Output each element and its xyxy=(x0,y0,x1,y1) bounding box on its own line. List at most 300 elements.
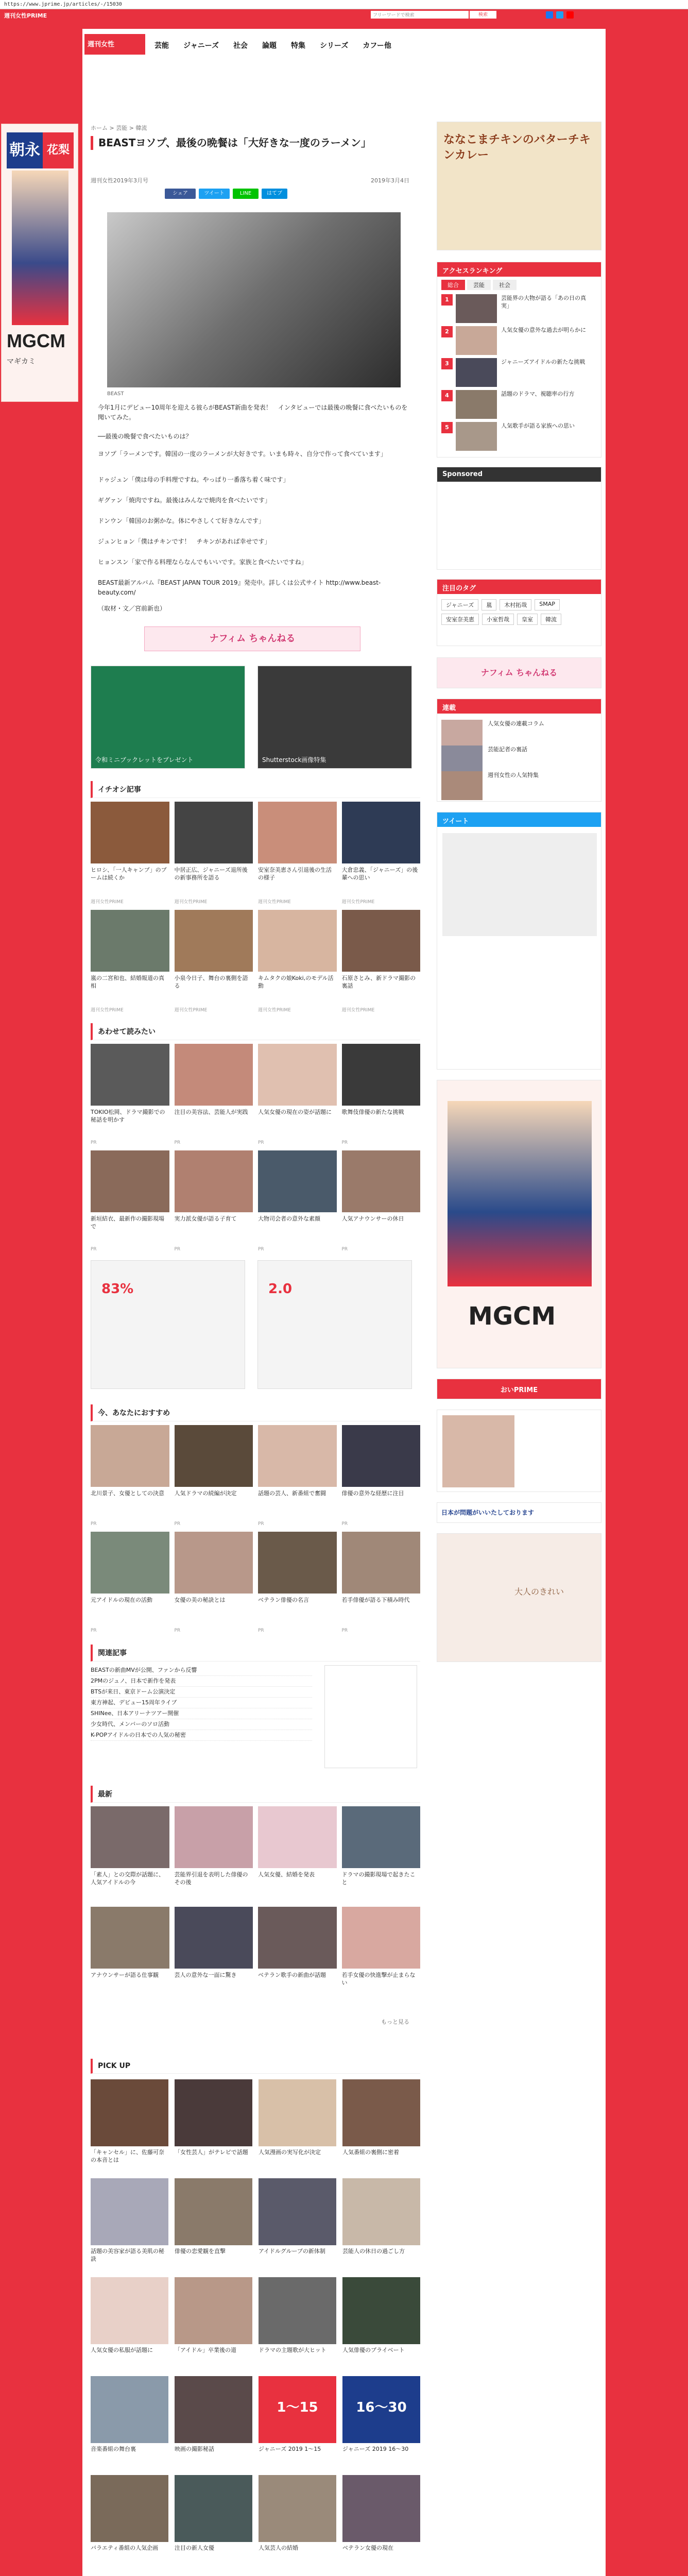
also-card[interactable] xyxy=(175,1044,253,1145)
serial-item[interactable] xyxy=(441,771,596,802)
thumbnail xyxy=(258,802,337,863)
thumbnail xyxy=(91,2079,168,2146)
card-text: 元アイドルの現在の活動 xyxy=(91,1597,153,1603)
ranking-tab[interactable]: 芸能 xyxy=(467,280,491,290)
article-paragraph: ──最後の晩餐で食べたいものは？ xyxy=(98,433,192,440)
article-source: 週刊女性2019年3月号 xyxy=(91,177,148,184)
hero-caption: BEAST xyxy=(107,391,124,397)
card-source: PR xyxy=(91,1247,97,1252)
pickup-card[interactable] xyxy=(342,2079,420,2172)
recommend-card[interactable] xyxy=(342,802,421,905)
pickup-card[interactable] xyxy=(175,2475,252,2568)
thumbnail xyxy=(342,2079,420,2146)
card-text: 大物司会者の意外な素顔 xyxy=(258,1215,320,1222)
recommend-card[interactable] xyxy=(342,910,421,1013)
article-paragraph: ヒョンスン「家で作る料理ならなんでもいいです。家族と食べたいですね」 xyxy=(98,558,307,566)
also-card[interactable] xyxy=(91,1044,169,1145)
card-text: 話題の芸人、新番組で奮闘 xyxy=(258,1490,326,1497)
thumbnail xyxy=(258,1806,337,1868)
card-text: 人気アナウンサーの休日 xyxy=(341,1215,404,1222)
related-item[interactable]: 2PMのジュノ、日本で新作を発表 xyxy=(91,1676,312,1687)
card-source: PR xyxy=(258,1140,264,1145)
card-text: 人気女優の現在の姿が話題に xyxy=(258,1109,332,1115)
card-text: 映画の撮影秘話 xyxy=(175,2446,214,2452)
recommend-card[interactable] xyxy=(175,910,253,1013)
banner-mgcm-text: MGCM xyxy=(7,330,65,351)
card-text: 女優の美の秘訣とは xyxy=(174,1597,226,1603)
tweet-heading: ツイート xyxy=(437,812,601,827)
search-button[interactable]: 検索 xyxy=(470,11,496,19)
thumbnail xyxy=(175,1150,253,1212)
card-text: 人気女優の私服が話題に xyxy=(91,2347,153,2353)
nafim-ad-banner[interactable]: ナフィム ちゃんねる xyxy=(144,626,360,651)
ranking-item[interactable] xyxy=(441,326,596,357)
card-text: 人気女優、結婚を発表 xyxy=(258,1871,315,1878)
thumbnail xyxy=(258,1044,337,1106)
ad-card-right-text: Shutterstock画像特集 xyxy=(262,756,326,764)
card-source: PR xyxy=(258,1628,264,1633)
nav-item-series[interactable]: シリーズ xyxy=(320,42,349,50)
mgcm-text: MGCM xyxy=(468,1302,556,1331)
thumbnail xyxy=(175,910,253,972)
nav-item-tokushu[interactable]: 特集 xyxy=(291,42,306,50)
article-paragraph: 今年1月にデビュー10周年を迎える彼らがBEAST新曲を発表！ インタビューでは最後の晩餐に食べたいものを聞いてみた。 xyxy=(98,404,408,421)
card-text: 「アイドル」卒業後の道 xyxy=(175,2347,237,2353)
recommend-card[interactable] xyxy=(258,802,337,905)
card-source: PR xyxy=(91,1628,97,1633)
japan-box-text: 日本が問題がいいたしております xyxy=(441,1509,535,1516)
sidebar-nafim-text: ナフィム ちゃんねる xyxy=(480,668,558,677)
card-text: ドラマの撮影現場で起きたこと xyxy=(341,1871,416,1886)
sponsored-heading: Sponsored xyxy=(437,467,601,482)
ranking-item[interactable] xyxy=(441,294,596,325)
article-paragraph: ドゥジュン「僕は母の手料理ですね。やっぱり一番落ち着く味です」 xyxy=(98,476,289,483)
thumbnail xyxy=(175,1907,253,1969)
related-item[interactable]: BTSが来日、東京ドーム公演決定 xyxy=(91,1687,312,1698)
tweet-image xyxy=(442,833,597,936)
you-may-card[interactable] xyxy=(91,1425,169,1527)
tag-list xyxy=(441,599,596,625)
rank-text: 話題のドラマ、視聴率の行方 xyxy=(501,391,575,397)
card-source: 週刊女性PRIME xyxy=(258,1008,291,1013)
thumbnail xyxy=(342,2475,420,2542)
card-source: PR xyxy=(258,1247,264,1252)
article-paragraph: ヨソプ「ラーメンです。韓国の一度のラーメンが大好きです。いまも時々、自分で作って食べています」 xyxy=(98,450,387,457)
card-text: 小泉今日子、舞台の裏側を語る xyxy=(174,975,248,989)
card-source: PR xyxy=(258,1521,264,1527)
pickup-card[interactable] xyxy=(259,2079,336,2172)
top-bar xyxy=(0,9,688,21)
card-text: ジャニーズ 2019 16〜30 xyxy=(342,2446,409,2452)
latest-card[interactable] xyxy=(175,1907,253,2002)
card-text: 注目の新人女優 xyxy=(175,2545,214,2551)
you-may-card[interactable] xyxy=(175,1425,253,1527)
rank-text: 人気女優の意外な過去が明らかに xyxy=(501,327,586,333)
thumbnail xyxy=(442,1415,514,1487)
card-source: PR xyxy=(174,1521,181,1527)
sidebar-top-ad[interactable] xyxy=(437,122,601,250)
epson-ad-left[interactable]: 83% xyxy=(91,1260,245,1389)
thumbnail xyxy=(91,1907,169,1969)
card-source: 週刊女性PRIME xyxy=(174,1008,208,1013)
serial-text: 芸能記者の裏話 xyxy=(488,746,527,753)
card-text: 人気ドラマの続編が決定 xyxy=(174,1490,237,1497)
pickup-card[interactable] xyxy=(175,2277,252,2370)
card-text: 人気芸人の結婚 xyxy=(259,2545,298,2551)
top-brand[interactable]: 週刊女性PRIME xyxy=(4,12,47,19)
tag-chip[interactable]: SMAP xyxy=(535,599,560,611)
banner-caption: マギカミ xyxy=(7,358,36,366)
epson-ad-right[interactable]: 2.0 xyxy=(257,1260,412,1389)
rank-number: 2 xyxy=(441,326,453,337)
ad-card-left[interactable] xyxy=(91,666,245,769)
card-text: TOKIO松岡、ドラマ撮影での秘話を明かす xyxy=(91,1109,165,1123)
twitter-box[interactable] xyxy=(437,812,601,1070)
thumbnail xyxy=(91,1532,169,1594)
latest-card[interactable] xyxy=(342,1806,421,1902)
pickup-card[interactable] xyxy=(175,2376,252,2469)
site-logo[interactable] xyxy=(84,34,145,55)
global-nav xyxy=(154,40,406,50)
ranking-heading: アクセスランキング xyxy=(437,262,601,277)
card-source: 週刊女性PRIME xyxy=(174,900,208,905)
ranking-tab[interactable]: 総合 xyxy=(441,280,465,290)
you-may-card[interactable] xyxy=(175,1532,253,1633)
pickup-card[interactable] xyxy=(342,2475,420,2568)
card-text: ベテラン女優の現在 xyxy=(342,2545,393,2551)
pickup-card[interactable] xyxy=(342,2277,420,2370)
thumbnail xyxy=(175,2178,252,2245)
thumbnail xyxy=(175,1044,253,1106)
thumbnail xyxy=(91,2475,168,2542)
latest-grid xyxy=(91,1806,420,2002)
nav-item-geino[interactable]: 芸能 xyxy=(154,42,169,50)
thumbnail xyxy=(258,910,337,972)
card-text: 音楽番組の舞台裏 xyxy=(91,2446,136,2452)
thumbnail xyxy=(456,358,497,387)
related-item[interactable]: 少女時代、メンバーのソロ活動 xyxy=(91,1719,312,1730)
thumbnail xyxy=(91,910,169,972)
card-text: 芸人の意外な一面に驚き xyxy=(174,1972,237,1978)
thumbnail xyxy=(175,2079,252,2146)
card-text: 若手俳優が語る下積み時代 xyxy=(341,1597,410,1603)
thumbnail xyxy=(441,720,483,749)
sidebar-beauty-ad[interactable] xyxy=(437,1533,601,1662)
rank-number: 5 xyxy=(441,422,453,433)
ranking-item[interactable] xyxy=(441,422,596,453)
card-text: 実力派女優が語る子育て xyxy=(174,1215,237,1222)
also-card[interactable] xyxy=(258,1150,337,1252)
browser-url[interactable]: https://www.jprime.jp/articles/-/15030 xyxy=(0,0,688,9)
recommend-card[interactable] xyxy=(91,910,169,1013)
also-card[interactable] xyxy=(91,1150,169,1252)
prime-box[interactable] xyxy=(437,1379,601,1399)
recommend-card[interactable] xyxy=(175,802,253,905)
search-input[interactable]: フリーワードで検索 xyxy=(371,11,469,19)
thumbnail xyxy=(91,1150,169,1212)
left-side-banner[interactable] xyxy=(1,124,78,402)
pickup-card[interactable] xyxy=(91,2079,168,2172)
card-source: 週刊女性PRIME xyxy=(341,900,375,905)
card-source: PR xyxy=(174,1247,181,1252)
pickup-card[interactable] xyxy=(91,2475,168,2568)
article-paragraph: ギグァン「焼肉ですね。最後はみんなで焼肉を食べたいです」 xyxy=(98,497,271,504)
article-paragraph: ジュンヒョン「僕はチキンです！ チキンがあれば幸せです」 xyxy=(98,538,271,545)
mgcm-character-image xyxy=(448,1101,592,1286)
japan-box[interactable] xyxy=(437,1502,601,1523)
thumbnail: 16〜30 xyxy=(342,2376,420,2443)
related-item[interactable]: BEASTの新曲MVが公開、ファンから反響 xyxy=(91,1665,312,1676)
thumbnail xyxy=(342,1044,421,1106)
card-text: 俳優の意外な経歴に注目 xyxy=(341,1490,404,1497)
sponsored-box xyxy=(437,467,601,570)
also-read-heading: あわせて読みたい xyxy=(91,1023,420,1040)
card-text: ジャニーズ 2019 1〜15 xyxy=(259,2446,321,2452)
thumbnail xyxy=(342,910,421,972)
card-source: PR xyxy=(341,1628,348,1633)
thumbnail xyxy=(342,2178,420,2245)
also-card[interactable] xyxy=(258,1044,337,1145)
card-source: 週刊女性PRIME xyxy=(91,900,124,905)
pickup-card[interactable] xyxy=(259,2475,336,2568)
card-text: 大倉忠義、「ジャニーズ」の後輩への思い xyxy=(341,867,418,881)
card-source: PR xyxy=(91,1521,97,1527)
you-may-heading: 今、あなたにおすすめ xyxy=(91,1404,420,1421)
youtube-icon[interactable] xyxy=(566,11,574,19)
card-text: 「女性芸人」がテレビで話題 xyxy=(175,2149,248,2156)
prime-box-text: おいPRIME xyxy=(500,1386,538,1394)
pickup-card[interactable] xyxy=(175,2178,252,2271)
ad-card-left-text: 令和ミニブックレットをプレゼント xyxy=(95,756,194,764)
thumbnail xyxy=(342,1425,421,1487)
you-may-card[interactable] xyxy=(258,1425,337,1527)
card-source: 週刊女性PRIME xyxy=(258,900,291,905)
twitter-icon[interactable] xyxy=(556,11,563,19)
recommend-card[interactable] xyxy=(91,802,169,905)
article-hero-image xyxy=(107,212,401,397)
rank-number: 4 xyxy=(441,390,453,401)
card-text: ヒロシ、「一人キャンプ」のブームは続くか xyxy=(91,867,167,881)
latest-more-link[interactable]: もっと見る xyxy=(381,2019,409,2025)
latest-card[interactable] xyxy=(258,1907,337,2002)
share-facebook-button[interactable]: シェア xyxy=(165,189,196,199)
related-item[interactable]: SHINee、日本アリーナツアー開催 xyxy=(91,1708,312,1719)
pickup-card[interactable] xyxy=(91,2178,168,2271)
thumbnail xyxy=(259,2079,336,2146)
card-text: 若手女優の快進撃が止まらない xyxy=(341,1972,416,1986)
thumbnail xyxy=(456,422,497,451)
card-text: ベテラン歌手の新曲が話題 xyxy=(258,1972,326,1978)
you-may-card[interactable] xyxy=(91,1532,169,1633)
tag-chip[interactable]: ジャニーズ xyxy=(441,599,478,611)
thumbnail xyxy=(342,1806,421,1868)
thumbnail xyxy=(175,2475,252,2542)
recommend-grid xyxy=(91,802,420,1013)
nav-item-shakai[interactable]: 社会 xyxy=(233,42,248,50)
card-text: ベテラン俳優の名言 xyxy=(258,1597,309,1603)
thumbnail xyxy=(91,2376,168,2443)
ranking-item[interactable] xyxy=(441,358,596,389)
card-text: アナウンサーが語る仕事観 xyxy=(91,1972,159,1978)
ranking-tab[interactable]: 社会 xyxy=(493,280,517,290)
thumbnail xyxy=(441,745,483,774)
pickup-card[interactable] xyxy=(342,2376,420,2469)
card-text: 「素人」との交際が話題に、人気アイドルの今 xyxy=(91,1871,164,1886)
thumbnail xyxy=(91,802,169,863)
thumbnail xyxy=(258,1150,337,1212)
recommend-heading: イチオシ記事 xyxy=(91,781,420,798)
card-text: バラエティ番組の人気企画 xyxy=(91,2545,159,2551)
sidebar-beauty-ad-text: 大人のきれい xyxy=(514,1587,564,1597)
thumbnail xyxy=(259,2178,336,2245)
ranking-item[interactable] xyxy=(441,390,596,421)
thumbnail xyxy=(175,1425,253,1487)
tags-box xyxy=(437,579,601,646)
also-card[interactable] xyxy=(342,1150,421,1252)
breadcrumb[interactable]: ホーム > 芸能 > 韓流 xyxy=(91,125,147,131)
nav-item-other[interactable]: カフー他 xyxy=(363,42,391,50)
pickup-card[interactable] xyxy=(259,2277,336,2370)
card-text: 歌舞伎俳優の新たな挑戦 xyxy=(341,1109,404,1115)
share-hatena-button[interactable]: はてブ xyxy=(262,189,287,199)
card-text: 話題の美容家が語る美肌の秘訣 xyxy=(91,2248,164,2262)
card-source: 週刊女性PRIME xyxy=(91,1008,124,1013)
you-may-card[interactable] xyxy=(342,1425,421,1527)
you-may-card[interactable] xyxy=(342,1532,421,1633)
thumbnail xyxy=(259,2277,336,2344)
pickup-card[interactable] xyxy=(175,2079,252,2172)
tag-chip[interactable]: 韓流 xyxy=(541,614,561,625)
sidebar-top-ad-text: ななこまチキンのバターチキンカレー xyxy=(443,133,591,162)
thumbnail xyxy=(175,2376,252,2443)
share-line-button[interactable]: LINE xyxy=(233,189,259,199)
banner-character-image xyxy=(12,171,68,325)
card-text: ドラマの主題歌が大ヒット xyxy=(259,2347,326,2353)
nav-item-johnnys[interactable]: ジャニーズ xyxy=(183,42,219,50)
article-date: 2019年3月4日 xyxy=(371,177,409,184)
latest-card[interactable] xyxy=(175,1806,253,1902)
latest-heading: 最新 xyxy=(91,1786,420,1803)
card-text: 石原さとみ、新ドラマ撮影の裏話 xyxy=(341,975,416,989)
ranking-box xyxy=(437,262,601,457)
logo-left: 週刊女性 xyxy=(88,40,115,48)
facebook-icon[interactable] xyxy=(546,11,553,19)
you-may-grid xyxy=(91,1425,420,1633)
card-text: 人気漫画の実写化が決定 xyxy=(259,2149,321,2156)
article-paragraph: BEAST最新アルバム『BEAST JAPAN TOUR 2019』発売中。詳しくは公式サイト http://www.beast-beauty.com/ xyxy=(98,579,381,596)
card-text: アイドルグループの新体制 xyxy=(259,2248,325,2255)
thumbnail xyxy=(91,1044,169,1106)
thumbnail xyxy=(441,771,483,800)
pickup-card[interactable] xyxy=(342,2178,420,2271)
latest-card[interactable] xyxy=(258,1806,337,1902)
rank-number: 3 xyxy=(441,358,453,369)
tag-chip[interactable]: 皇室 xyxy=(517,614,538,625)
sidebar-nafim-banner[interactable] xyxy=(437,657,601,688)
you-may-card[interactable] xyxy=(258,1532,337,1633)
thumbnail xyxy=(258,1425,337,1487)
card-text: 芸能界引退を表明した俳優のその後 xyxy=(174,1871,248,1886)
thumbnail xyxy=(342,1150,421,1212)
card-source: PR xyxy=(341,1247,348,1252)
serial-text: 人気女優の連載コラム xyxy=(488,720,544,727)
card-source: PR xyxy=(341,1140,348,1145)
ranking-tabs xyxy=(441,280,517,290)
card-text: キムタクの娘Koki,のモデル活動 xyxy=(258,975,334,989)
card-text: 新垣結衣、最新作の撮影現場で xyxy=(91,1215,164,1230)
card-source: PR xyxy=(174,1628,181,1633)
tags-heading: 注目のタグ xyxy=(437,580,601,594)
thumbnail xyxy=(342,1907,421,1969)
thumbnail xyxy=(91,1425,169,1487)
ad-card-right[interactable] xyxy=(257,666,412,769)
rank-text: ジャニーズアイドルの新たな挑戦 xyxy=(501,359,586,365)
serial-text: 週刊女性の人気特集 xyxy=(488,772,539,778)
tag-chip[interactable]: 小室哲哉 xyxy=(482,614,514,625)
thumbnail xyxy=(91,2277,168,2344)
sidebar-news-box[interactable] xyxy=(437,1410,601,1492)
card-text: 俳優の恋愛観を直撃 xyxy=(175,2248,226,2255)
article-title: BEASTヨソプ、最後の晩餐は「大好きな一度のラーメン」 xyxy=(91,136,420,150)
also-card[interactable] xyxy=(342,1044,421,1145)
serial-heading: 連載 xyxy=(437,699,601,714)
pickup-card[interactable] xyxy=(91,2277,168,2370)
thumbnail xyxy=(342,2277,420,2344)
thumbnail xyxy=(456,294,497,323)
thumbnail xyxy=(259,2475,336,2542)
card-text: 「キャンセル」に、佐藤可奈の本音とは xyxy=(91,2149,164,2163)
card-text: 安室奈美恵さん引退後の生活の様子 xyxy=(258,867,332,881)
pickup-card[interactable] xyxy=(259,2178,336,2271)
banner-title-a: 朝永 xyxy=(9,141,40,159)
tag-chip[interactable]: 安室奈美恵 xyxy=(441,614,479,625)
banner-title-b: 花梨 xyxy=(43,132,74,168)
mgcm-ad[interactable] xyxy=(437,1080,601,1368)
card-source: PR xyxy=(174,1140,181,1145)
card-text: 注目の美容法、芸能人が実践 xyxy=(174,1109,248,1115)
related-item[interactable]: 東方神起、デビュー15周年ライブ xyxy=(91,1698,312,1708)
also-card[interactable] xyxy=(175,1150,253,1252)
card-text: 芸能人の休日の過ごし方 xyxy=(342,2248,405,2255)
also-read-grid xyxy=(91,1044,420,1252)
latest-card[interactable] xyxy=(91,1806,169,1902)
tag-chip[interactable]: 木村拓哉 xyxy=(500,599,531,611)
serial-box xyxy=(437,699,601,802)
related-heading: 関連記事 xyxy=(91,1645,420,1662)
nav-item-rondai[interactable]: 論題 xyxy=(262,42,277,50)
related-item[interactable]: K-POPアイドルの日本での人気の秘密 xyxy=(91,1730,312,1741)
thumbnail xyxy=(91,1806,169,1868)
latest-card[interactable] xyxy=(342,1907,421,2002)
magazine-cover-box[interactable] xyxy=(324,1665,417,1768)
thumbnail xyxy=(175,2277,252,2344)
card-text: 人気番組の裏側に密着 xyxy=(342,2149,399,2156)
thumbnail xyxy=(175,1806,253,1868)
card-text: 人気俳優のプライベート xyxy=(342,2347,405,2353)
pickup-heading: PICK UP xyxy=(91,2059,420,2074)
pickup-card[interactable] xyxy=(259,2376,336,2469)
latest-card[interactable] xyxy=(91,1907,169,2002)
thumbnail xyxy=(456,390,497,419)
share-twitter-button[interactable]: ツイート xyxy=(199,189,230,199)
pickup-grid xyxy=(91,2079,420,2568)
recommend-card[interactable] xyxy=(258,910,337,1013)
tag-chip[interactable]: 嵐 xyxy=(481,599,496,611)
card-source: PR xyxy=(91,1140,97,1145)
related-list xyxy=(91,1665,312,1741)
article-paragraph: ドンウン「韓国のお粥かな。体にやさしくて好きなんです」 xyxy=(98,517,265,524)
pickup-card[interactable] xyxy=(91,2376,168,2469)
